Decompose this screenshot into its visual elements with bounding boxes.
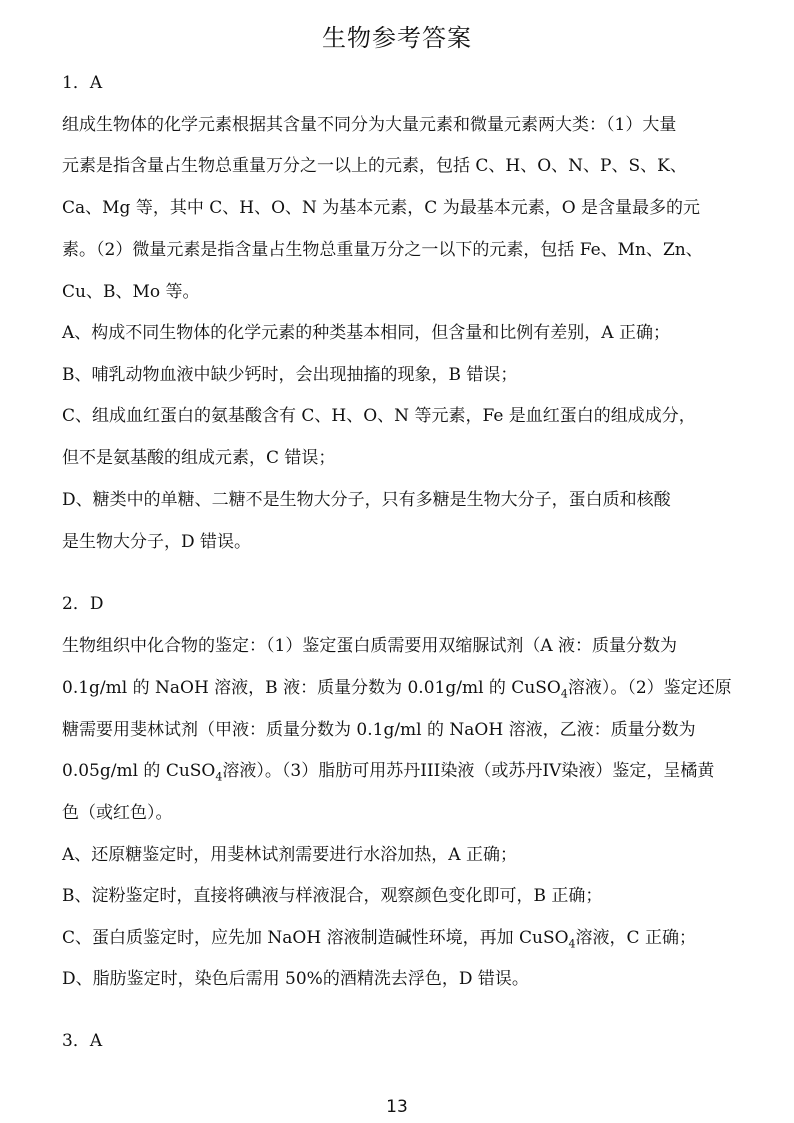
q1-line-5: Cu、B、Mo 等。 xyxy=(62,282,200,302)
page-title: 生物参考答案 xyxy=(322,24,472,52)
page-number: 13 xyxy=(386,1097,408,1117)
q2-line-2-subscript: 4 xyxy=(560,687,568,701)
q2-line-4-subscript: 4 xyxy=(215,770,223,784)
q2-line-3: 糖需要用斐林试剂（甲液：质量分数为 0.1g/ml 的 NaOH 溶液，乙液：质量分数为 xyxy=(62,720,696,740)
q1-option-d-line-2: 是生物大分子，D 错误。 xyxy=(62,532,252,552)
q1-line-4: 素。（2）微量元素是指含量占生物总重量万分之一以下的元素，包括 Fe、Mn、Zn、 xyxy=(62,240,703,260)
q2-option-a: A、还原糖鉴定时，用斐林试剂需要进行水浴加热，A 正确； xyxy=(62,845,517,865)
q2-line-4-text-b: 溶液）。（3）脂肪可用苏丹III染液（或苏丹IV染液）鉴定，呈橘黄 xyxy=(222,761,715,781)
q1-option-b: B、哺乳动物血液中缺少钙时，会出现抽搐的现象，B 错误； xyxy=(62,365,518,385)
q2-line-4-text-a: 0.05g/ml 的 CuSO xyxy=(62,761,216,781)
q2-option-c-text-a: C、蛋白质鉴定时，应先加 NaOH 溶液制造碱性环境，再加 CuSO xyxy=(62,928,569,948)
q1-line-1: 组成生物体的化学元素根据其含量不同分为大量元素和微量元素两大类：（1）大量 xyxy=(62,115,677,135)
question-1-number: 1．A xyxy=(62,73,103,93)
q1-line-3: Ca、Mg 等，其中 C、H、O、N 为基本元素，C 为最基本元素，O 是含量最多的元 xyxy=(62,198,701,218)
q1-option-c-line-2: 但不是氨基酸的组成元素，C 错误； xyxy=(62,448,336,468)
q1-line-2: 元素是指含量占生物总重量万分之一以上的元素，包括 C、H、O、N、P、S、K、 xyxy=(62,156,687,176)
q2-option-d: D、脂肪鉴定时，染色后需用 50%的酒精洗去浮色，D 错误。 xyxy=(62,969,529,989)
q1-option-a: A、构成不同生物体的化学元素的种类基本相同，但含量和比例有差别，A 正确； xyxy=(62,323,670,343)
q2-line-2-text-a: 0.1g/ml 的 NaOH 溶液，B 液：质量分数为 0.01g/ml 的 CuSO xyxy=(62,678,561,698)
q2-line-5: 色（或红色）。 xyxy=(62,803,173,823)
q2-line-2 xyxy=(62,678,732,704)
q2-line-1: 生物组织中化合物的鉴定：（1）鉴定蛋白质需要用双缩脲试剂（A 液：质量分数为 xyxy=(62,636,677,656)
q2-option-c-subscript: 4 xyxy=(568,937,576,951)
q2-option-c-text-b: 溶液，C 正确； xyxy=(575,928,696,948)
q2-line-2-text-b: 溶液）。（2）鉴定还原 xyxy=(567,678,732,698)
q2-option-c xyxy=(62,928,696,954)
question-3-number: 3．A xyxy=(62,1031,103,1051)
q2-line-4 xyxy=(62,761,714,787)
question-2-number: 2．D xyxy=(62,594,104,614)
q2-option-b: B、淀粉鉴定时，直接将碘液与样液混合，观察颜色变化即可，B 正确； xyxy=(62,886,603,906)
q1-option-d-line-1: D、糖类中的单糖、二糖不是生物大分子，只有多糖是生物大分子，蛋白质和核酸 xyxy=(62,490,671,510)
q1-option-c-line-1: C、组成血红蛋白的氨基酸含有 C、H、O、N 等元素，Fe 是血红蛋白的组成成分， xyxy=(62,406,696,426)
